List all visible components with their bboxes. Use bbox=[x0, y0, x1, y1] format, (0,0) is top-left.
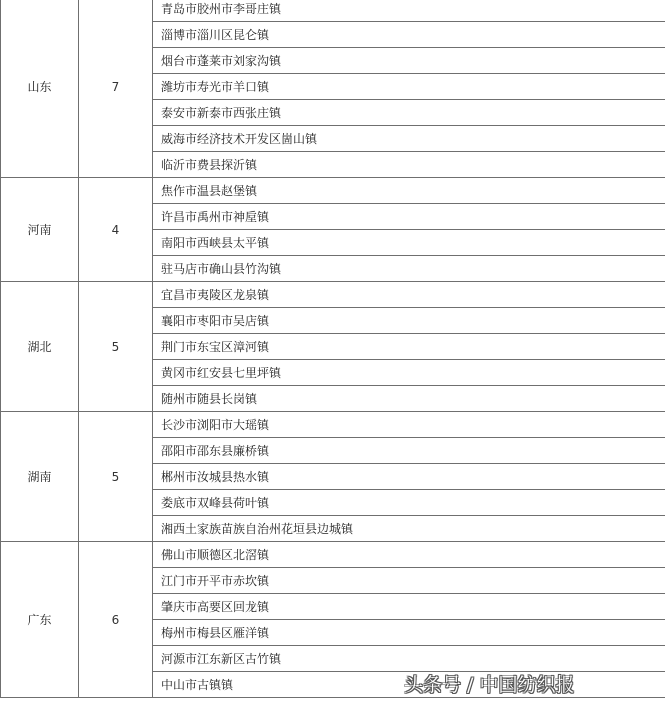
count-cell: 6 bbox=[79, 542, 153, 698]
province-cell: 广东 bbox=[1, 542, 79, 698]
table-row bbox=[1, 0, 665, 22]
province-cell: 湖北 bbox=[1, 282, 79, 412]
town-cell: 长沙市浏阳市大瑶镇 bbox=[153, 412, 665, 438]
town-cell: 荆门市东宝区漳河镇 bbox=[153, 334, 665, 360]
town-cell: 南阳市西峡县太平镇 bbox=[153, 230, 665, 256]
town-cell: 江门市开平市赤坎镇 bbox=[153, 568, 665, 594]
town-cell: 黄冈市红安县七里坪镇 bbox=[153, 360, 665, 386]
province-cell: 湖南 bbox=[1, 412, 79, 542]
town-cell: 许昌市禹州市神垕镇 bbox=[153, 204, 665, 230]
town-cell: 潍坊市寿光市羊口镇 bbox=[153, 74, 665, 100]
town-cell: 烟台市蓬莱市刘家沟镇 bbox=[153, 48, 665, 74]
town-cell: 娄底市双峰县荷叶镇 bbox=[153, 490, 665, 516]
town-cell: 梅州市梅县区雁洋镇 bbox=[153, 620, 665, 646]
table-row bbox=[1, 282, 665, 308]
town-cell: 中山市古镇镇 bbox=[153, 672, 665, 698]
town-cell: 宜昌市夷陵区龙泉镇 bbox=[153, 282, 665, 308]
table-row bbox=[1, 412, 665, 438]
watermark: 头条号 / 中国纺织报 bbox=[404, 674, 575, 696]
province-cell: 山东 bbox=[1, 0, 79, 178]
town-cell: 随州市随县长岗镇 bbox=[153, 386, 665, 412]
town-cell: 肇庆市高要区回龙镇 bbox=[153, 594, 665, 620]
town-table-body bbox=[1, 0, 665, 698]
town-cell: 泰安市新泰市西张庄镇 bbox=[153, 100, 665, 126]
town-cell: 淄博市淄川区昆仑镇 bbox=[153, 22, 665, 48]
count-cell: 4 bbox=[79, 178, 153, 282]
town-cell: 驻马店市确山县竹沟镇 bbox=[153, 256, 665, 282]
table-row bbox=[1, 178, 665, 204]
table-row bbox=[1, 542, 665, 568]
town-cell: 佛山市顺德区北滘镇 bbox=[153, 542, 665, 568]
town-cell: 威海市经济技术开发区崮山镇 bbox=[153, 126, 665, 152]
town-cell: 邵阳市邵东县廉桥镇 bbox=[153, 438, 665, 464]
town-cell: 焦作市温县赵堡镇 bbox=[153, 178, 665, 204]
town-cell: 襄阳市枣阳市吴店镇 bbox=[153, 308, 665, 334]
count-cell: 7 bbox=[79, 0, 153, 178]
count-cell: 5 bbox=[79, 412, 153, 542]
town-cell: 湘西土家族苗族自治州花垣县边城镇 bbox=[153, 516, 665, 542]
town-cell: 青岛市胶州市李哥庄镇 bbox=[153, 0, 665, 22]
province-cell: 河南 bbox=[1, 178, 79, 282]
town-cell: 河源市江东新区古竹镇 bbox=[153, 646, 665, 672]
town-cell: 临沂市费县探沂镇 bbox=[153, 152, 665, 178]
town-cell: 郴州市汝城县热水镇 bbox=[153, 464, 665, 490]
count-cell: 5 bbox=[79, 282, 153, 412]
